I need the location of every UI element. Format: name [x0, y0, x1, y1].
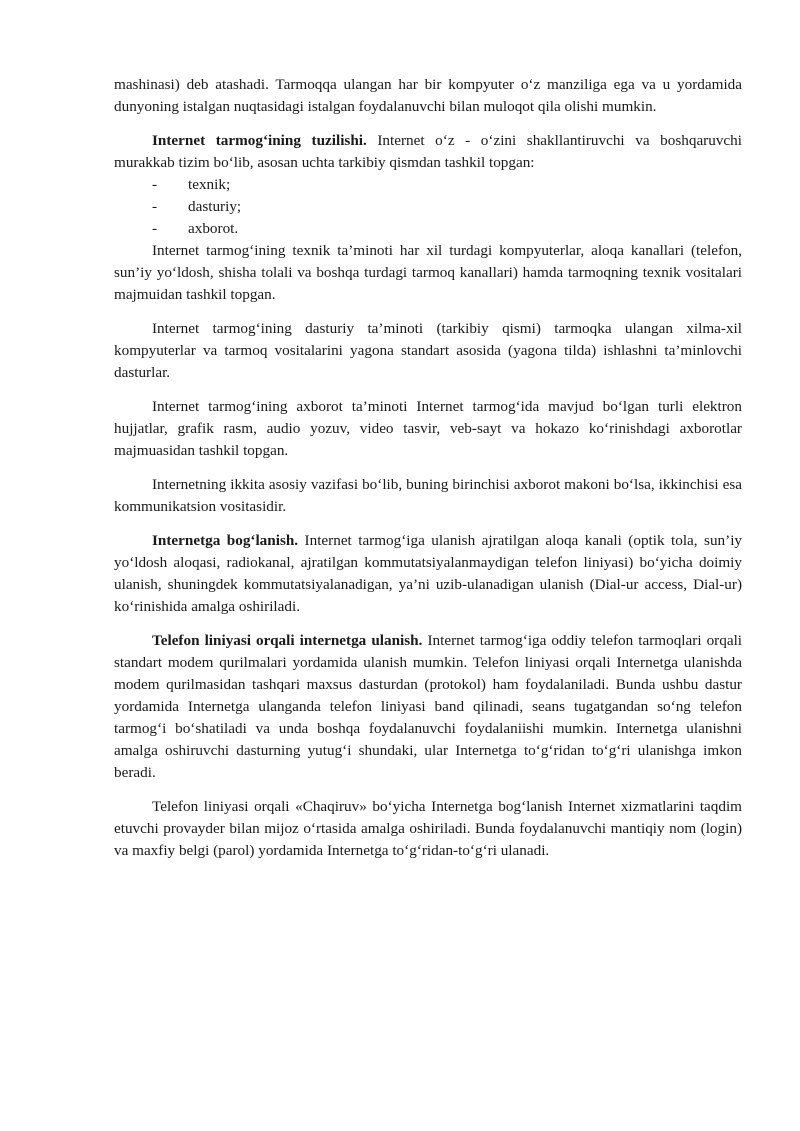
paragraph-internet-connection	[114, 530, 742, 618]
heading-internet-structure: Internet tarmog‘ining tuzilishi.	[152, 132, 367, 149]
paragraph-continuation: mashinasi) deb atashadi. Tarmoqqa ulangan har bir kompyuter o‘z manziliga ega va u yordamida dunyoning istalgan nuqtasidagi istalgan foydalanuvchi bilan muloqot qila olishi mumkin.	[114, 76, 742, 115]
list-item	[114, 196, 742, 218]
list-item	[114, 218, 742, 240]
paragraph-internet-structure	[114, 130, 742, 174]
paragraph-text: Internet o‘z - o‘zini shakllantiruvchi va boshqaruvchi murakkab tizim bo‘lib, asosan uchta tarkibiy qismdan tashkil topgan:	[114, 132, 742, 171]
paragraph-software-support: Internet tarmog‘ining dasturiy ta’minoti (tarkibiy qismi) tarmoqka ulangan xilma-xil kompyuterlar va tarmoq vositalarini yagona standart asosida (yagona tilda) ishlashni ta’minlovchi dasturlar.	[114, 320, 742, 381]
paragraph-phone-connection	[114, 630, 742, 784]
paragraph-main-functions: Internetning ikkita asosiy vazifasi bo‘lib, buning birinchisi axborot makoni bo‘lsa, ikkinchisi esa kommunikatsion vositasidir.	[114, 476, 742, 515]
components-list	[114, 174, 742, 240]
list-item-text: axborot.	[188, 220, 239, 237]
list-item-text: texnik;	[188, 176, 231, 193]
paragraph-text: Internet tarmog‘iga ulanish ajratilgan aloqa kanali (optik tola, sun’iy yo‘ldosh aloqasi, radiokanal, ajratilgan kommutatsiyalanmaydigan telefon liniyasi) bo‘yicha doimiy ulanish, shuningdek kommutatsiyalanadigan, ya’ni uzib-ulanadigan ulanish (Dial-ur access, Dial-ur) ko‘rinishida amalga oshiriladi.	[114, 532, 743, 615]
paragraph-text: Internet tarmog‘iga oddiy telefon tarmoqlari orqali standart modem qurilmalari yordamida ulanish mumkin. Telefon liniyasi orqali Internetga ulanishda modem qurilmasidan tashqari maxsus dasturdan (protokol) ham foydalaniladi. Bunda ushbu dastur yordamida Internetga ulanganda telefon liniyasi band qilinadi, seans tugatgandan so‘ng telefon tarmog‘i bo‘shatiladi va unda boshqa foydalanuvchi foydalaniishi mumkin. Internetga ulanishni amalga oshiruvchi dasturning yutug‘i shundaki, ular Internetga to‘g‘ridan to‘g‘ri ulanishga imkon beradi.	[114, 632, 743, 781]
dash-bullet: -	[152, 198, 158, 215]
paragraph-information-support: Internet tarmog‘ining axborot ta’minoti Internet tarmog‘ida mavjud bo‘lgan turli elektron hujjatlar, grafik rasm, audio yozuv, video tasvir, veb-sayt va hokazo ko‘rinishdagi axborotlar majmuasidan tashkil topgan.	[114, 398, 742, 459]
dash-bullet: -	[152, 176, 158, 193]
list-item-text: dasturiy;	[188, 198, 242, 215]
paragraph-technical-support: Internet tarmog‘ining texnik ta’minoti har xil turdagi kompyuterlar, aloqa kanallari (telefon, sun’iy yo‘ldosh, shisha tolali va boshqa turdagi tarmoq kanallari) hamda tarmoqning texnik vositalari majmuidan tashkil topgan.	[114, 242, 742, 303]
dash-bullet: -	[152, 220, 158, 237]
heading-internet-connection: Internetga bog‘lanish.	[152, 532, 299, 549]
document-page	[114, 74, 742, 874]
heading-phone-connection: Telefon liniyasi orqali internetga ulanish.	[152, 632, 423, 649]
paragraph-dialup-call: Telefon liniyasi orqali «Chaqiruv» bo‘yicha Internetga bog‘lanish Internet xizmatlarini taqdim etuvchi provayder bilan mijoz o‘rtasida amalga oshiriladi. Bunda foydalanuvchi mantiqiy nom (login) va maxfiy belgi (parol) yordamida Internetga to‘g‘ridan-to‘g‘ri ulanadi.	[114, 798, 742, 859]
list-item	[114, 174, 742, 196]
